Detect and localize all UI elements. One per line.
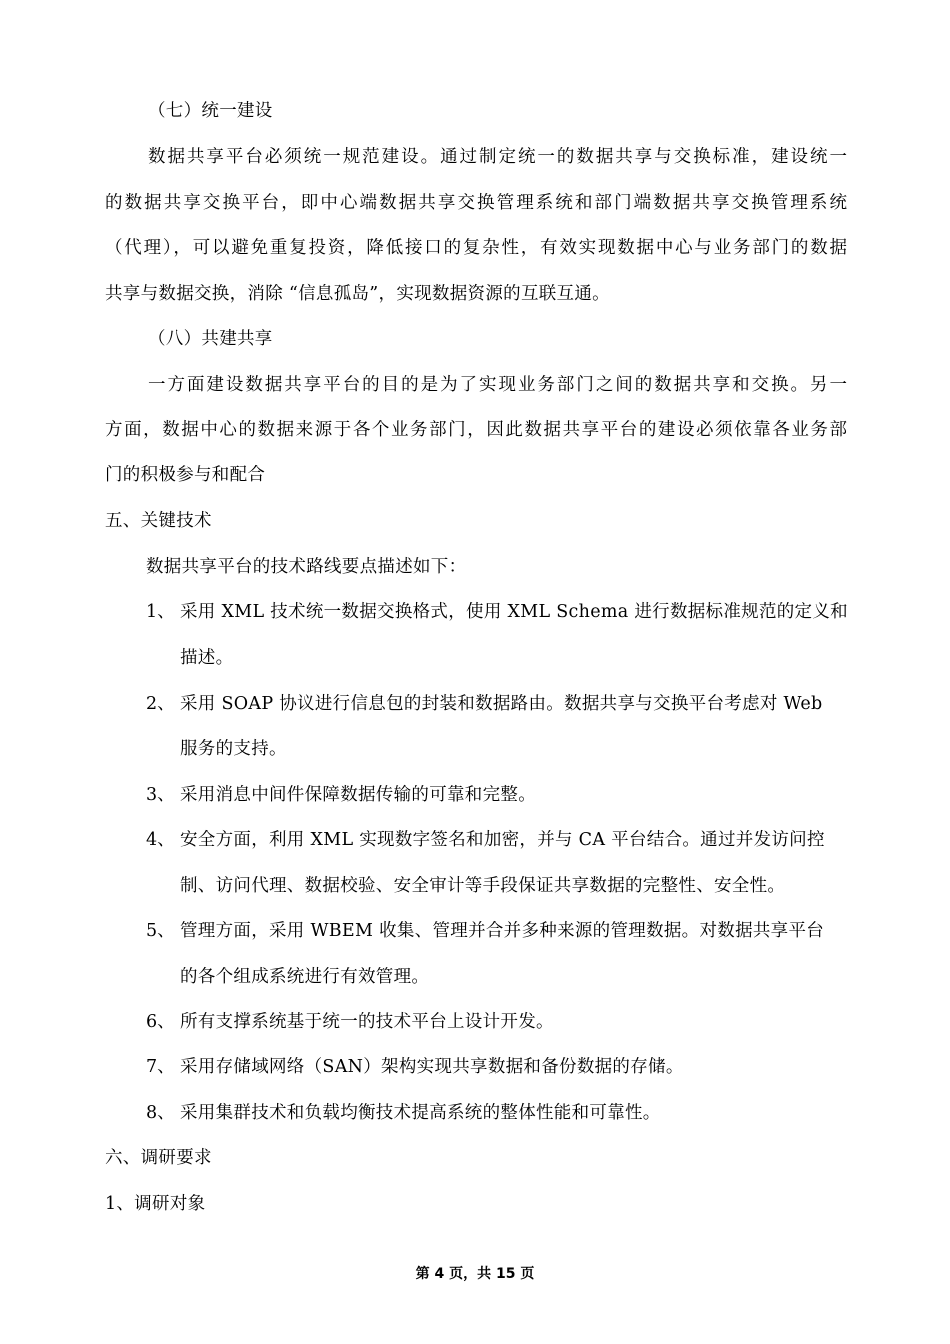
list-item-text: 采用消息中间件保障数据传输的可靠和完整。 <box>180 785 536 805</box>
list-item-text-continued: 服务的支持。 <box>180 739 287 759</box>
list-item-text: 安全方面，利用 XML 实现数字签名和加密，并与 CA 平台结合。通过并发访问控 <box>180 830 825 850</box>
list-item-number: 6、 <box>146 1012 175 1032</box>
list-item-text: 所有支撑系统基于统一的技术平台上设计开发。 <box>180 1012 554 1032</box>
list-item-number: 4、 <box>146 830 175 850</box>
page-number-footer: 第 4 页，共 15 页 <box>415 1266 535 1282</box>
list-item-text: 管理方面，采用 WBEM 收集、管理并合并多种来源的管理数据。对数据共享平台 <box>180 921 825 941</box>
section-8-para-line-2: 方面，数据中心的数据来源于各个业务部门，因此数据共享平台的建设必须依靠各业务部 <box>105 420 847 440</box>
list-item-number: 8、 <box>146 1103 175 1123</box>
section-5-heading: 五、关键技术 <box>105 511 212 531</box>
list-item-number: 2、 <box>146 694 175 714</box>
section-6-heading: 六、调研要求 <box>105 1148 212 1168</box>
list-item-text: 采用存储域网络（SAN）架构实现共享数据和备份数据的存储。 <box>180 1057 684 1077</box>
list-item-number: 5、 <box>146 921 175 941</box>
section-5-intro: 数据共享平台的技术路线要点描述如下： <box>146 557 467 577</box>
list-item-number: 7、 <box>146 1057 175 1077</box>
list-item-number: 3、 <box>146 785 175 805</box>
list-item-text: 采用 SOAP 协议进行信息包的封装和数据路由。数据共享与交换平台考虑对 Web <box>180 694 823 714</box>
section-7-heading: （七）统一建设 <box>148 101 273 121</box>
section-8-heading: （八）共建共享 <box>148 329 273 349</box>
section-6-subheading: 1、调研对象 <box>105 1194 206 1214</box>
list-item-number: 1、 <box>146 602 175 622</box>
list-item-text: 采用 XML 技术统一数据交换格式，使用 XML Schema 进行数据标准规范的定义和 <box>180 602 848 622</box>
list-item-text-continued: 制、访问代理、数据校验、安全审计等手段保证共享数据的完整性、安全性。 <box>180 876 786 896</box>
section-7-para-line-4: 共享与数据交换，消除 “信息孤岛”，实现数据资源的互联互通。 <box>105 284 610 304</box>
list-item-text-continued: 描述。 <box>180 648 234 668</box>
section-8-para-line-1: 一方面建设数据共享平台的目的是为了实现业务部门之间的数据共享和交换。另一 <box>148 375 847 395</box>
section-7-para-line-2: 的数据共享交换平台，即中心端数据共享交换管理系统和部门端数据共享交换管理系统 <box>105 193 847 213</box>
section-7-para-line-3: （代理），可以避免重复投资，降低接口的复杂性，有效实现数据中心与业务部门的数据 <box>105 238 847 258</box>
list-item-text: 采用集群技术和负载均衡技术提高系统的整体性能和可靠性。 <box>180 1103 661 1123</box>
list-item-text-continued: 的各个组成系统进行有效管理。 <box>180 967 430 987</box>
section-7-para-line-1: 数据共享平台必须统一规范建设。通过制定统一的数据共享与交换标准，建设统一 <box>148 147 847 167</box>
section-8-para-line-3: 门的积极参与和配合 <box>105 465 266 485</box>
